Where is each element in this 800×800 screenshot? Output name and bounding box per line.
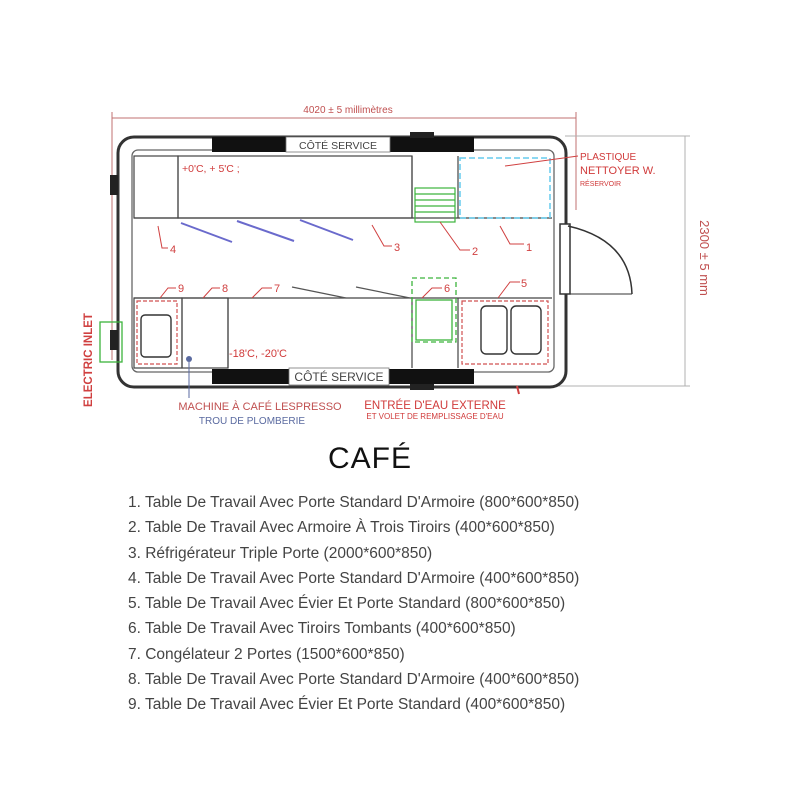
top-service-label: CÔTÉ SERVICE xyxy=(299,140,377,152)
list-item: 8. Table De Travail Avec Porte Standard D'Armoire (400*600*850) xyxy=(128,671,580,689)
list-item: 4. Table De Travail Avec Porte Standard D'Armoire (400*600*850) xyxy=(128,569,580,587)
plumbing-hole-marker xyxy=(186,356,192,362)
callout-4: 4 xyxy=(170,244,177,256)
plastic-label-line3: RÉSERVOIR xyxy=(580,181,622,188)
height-dimension-label: 2300 ± 5 mm xyxy=(697,220,712,296)
electric-inlet-label: ELECTRIC INLET xyxy=(83,313,95,407)
list-item: 2. Table De Travail Avec Armoire À Trois Tiroirs (400*600*850) xyxy=(128,519,555,537)
plumbing-hole-label: TROU DE PLOMBERIE xyxy=(198,416,306,427)
list-item: 9. Table De Travail Avec Évier Et Porte Standard (400*600*850) xyxy=(128,696,566,714)
callout-1: 1 xyxy=(526,242,533,254)
equipment-list xyxy=(128,490,579,718)
callout-5: 5 xyxy=(521,278,528,290)
list-item: 1. Table De Travail Avec Porte Standard D'Armoire (800*600*850) xyxy=(128,494,580,511)
fridge-temperature: +0'C, + 5'C ; xyxy=(182,163,240,175)
list-item: 3. Réfrigérateur Triple Porte (2000*600*850) xyxy=(128,544,433,562)
callout-7: 7 xyxy=(274,283,281,295)
list-item: 6. Table De Travail Avec Tiroirs Tombants (400*600*850) xyxy=(128,620,516,638)
side-door xyxy=(560,224,632,294)
width-dimension-label: 4020 ± 5 millimètres xyxy=(303,105,393,116)
callout-6: 6 xyxy=(444,283,451,295)
list-item: 5. Table De Travail Avec Évier Et Porte Standard (800*600*850) xyxy=(128,595,566,613)
callout-9: 9 xyxy=(178,283,185,295)
freezer-temperature: -18'C, -20'C xyxy=(229,348,287,360)
callout-3: 3 xyxy=(394,242,401,254)
callout-2: 2 xyxy=(472,246,479,258)
callout-8: 8 xyxy=(222,283,229,295)
water-inlet-label-1: ENTRÉE D'EAU EXTERNE xyxy=(364,400,506,412)
plastic-label-line2: NETTOYER W. xyxy=(580,165,656,177)
page-title: CAFÉ xyxy=(327,442,412,475)
plastic-label-line1: PLASTIQUE xyxy=(580,152,637,163)
water-inlet-label-2: ET VOLET DE REMPLISSAGE D'EAU xyxy=(366,412,504,421)
bottom-service-label: CÔTÉ SERVICE xyxy=(294,370,384,384)
coffee-machine-label: MACHINE À CAFÉ LESPRESSO xyxy=(178,401,342,413)
list-item: 7. Congélateur 2 Portes (1500*600*850) xyxy=(128,645,405,663)
